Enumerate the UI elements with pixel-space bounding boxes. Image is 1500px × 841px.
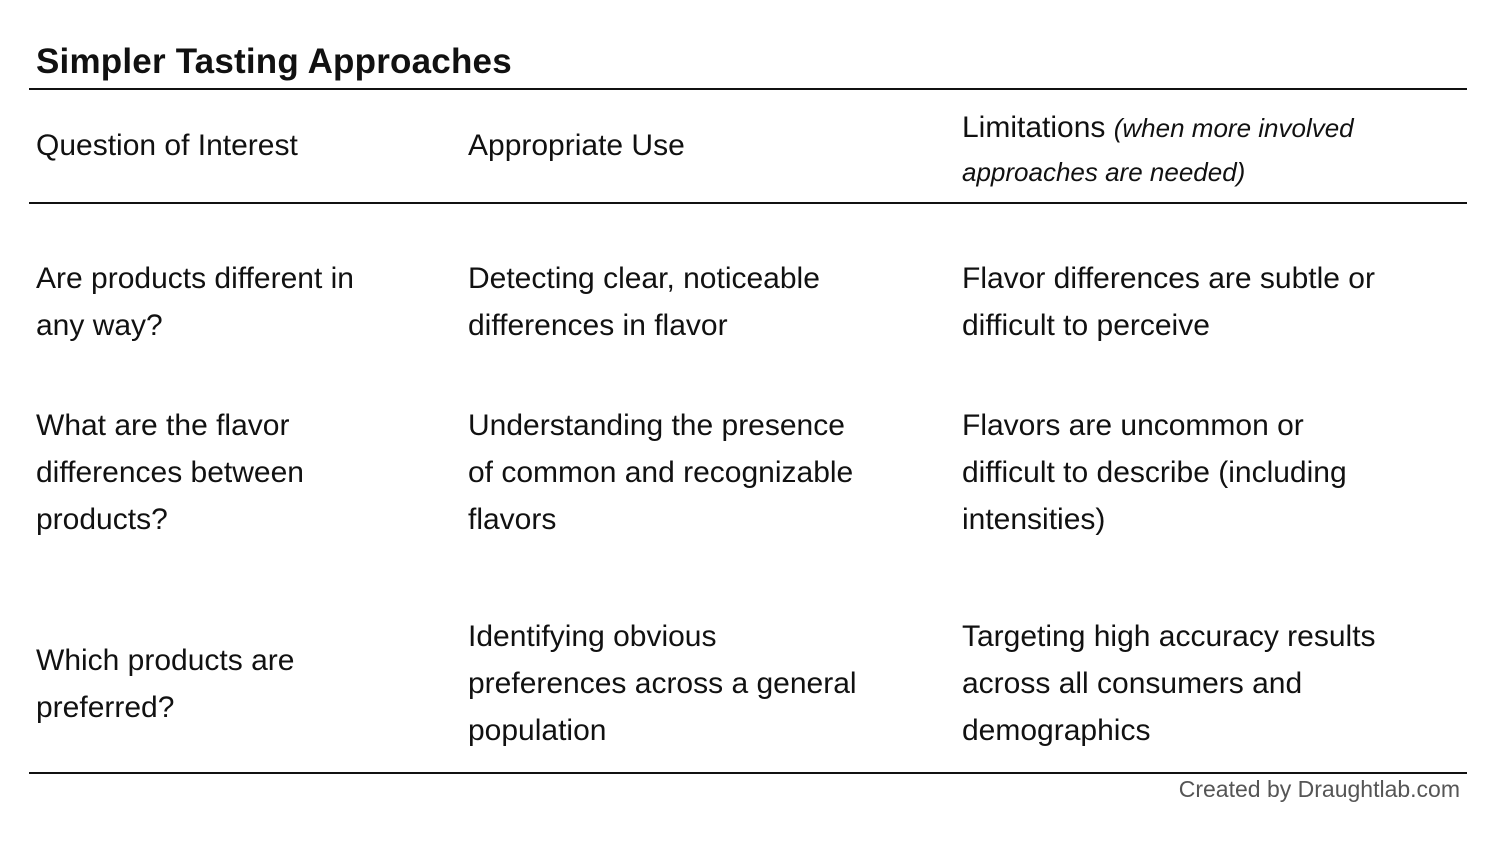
row-3-limitations (962, 613, 1376, 754)
row-3-question-line: Which products are (36, 644, 295, 677)
row-2-question (36, 402, 304, 543)
header-limitations (962, 106, 1354, 194)
row-2-use (468, 402, 853, 543)
table-bottom-divider (29, 772, 1467, 774)
credit-text: Created by Draughtlab.com (1178, 776, 1460, 802)
row-2-limitations-line: Flavors are uncommon or (962, 409, 1304, 442)
header-limitations-note: (when more involved (1113, 113, 1354, 143)
page-title: Simpler Tasting Approaches (36, 42, 512, 81)
row-3-limitations-line: demographics (962, 714, 1151, 747)
header-limitations-label: Limitations (962, 111, 1106, 144)
row-2-limitations-line: difficult to describe (including (962, 456, 1347, 489)
row-2-use-line: of common and recognizable (468, 456, 854, 489)
header-limitations-line-1 (962, 106, 1354, 150)
row-3-use-line: population (468, 714, 607, 747)
row-2-limitations (962, 402, 1347, 543)
header-divider (29, 202, 1467, 204)
row-1-limitations-line: difficult to perceive (962, 309, 1210, 342)
row-2-use-line: flavors (468, 503, 557, 536)
row-1-use-line: differences in flavor (468, 309, 728, 342)
row-2-use-line: Understanding the presence (468, 409, 845, 442)
row-3-use (468, 613, 857, 754)
row-3-limitations-line: across all consumers and (962, 667, 1303, 700)
row-3-question-line: preferred? (36, 691, 175, 724)
row-1-question-line: any way? (36, 309, 163, 342)
row-2-question-line: What are the flavor (36, 409, 290, 442)
row-3-use-line: preferences across a general (468, 667, 857, 700)
row-2-question-line: products? (36, 503, 168, 536)
row-1-use-line: Detecting clear, noticeable (468, 262, 820, 295)
row-1-question-line: Are products different in (36, 262, 354, 295)
row-2-limitations-line: intensities) (962, 503, 1106, 536)
row-1-use (468, 255, 820, 349)
row-3-question (36, 637, 294, 731)
row-3-use-line: Identifying obvious (468, 620, 717, 653)
row-2-question-line: differences between (36, 456, 304, 489)
row-1-question (36, 255, 354, 349)
row-3-limitations-line: Targeting high accuracy results (962, 620, 1376, 653)
row-1-limitations (962, 255, 1375, 349)
title-divider (29, 88, 1467, 90)
row-1-limitations-line: Flavor differences are subtle or (962, 262, 1375, 295)
header-appropriate-use: Appropriate Use (468, 129, 685, 162)
header-limitations-note-line-2: approaches are needed) (962, 157, 1246, 187)
header-question-of-interest: Question of Interest (36, 129, 298, 162)
